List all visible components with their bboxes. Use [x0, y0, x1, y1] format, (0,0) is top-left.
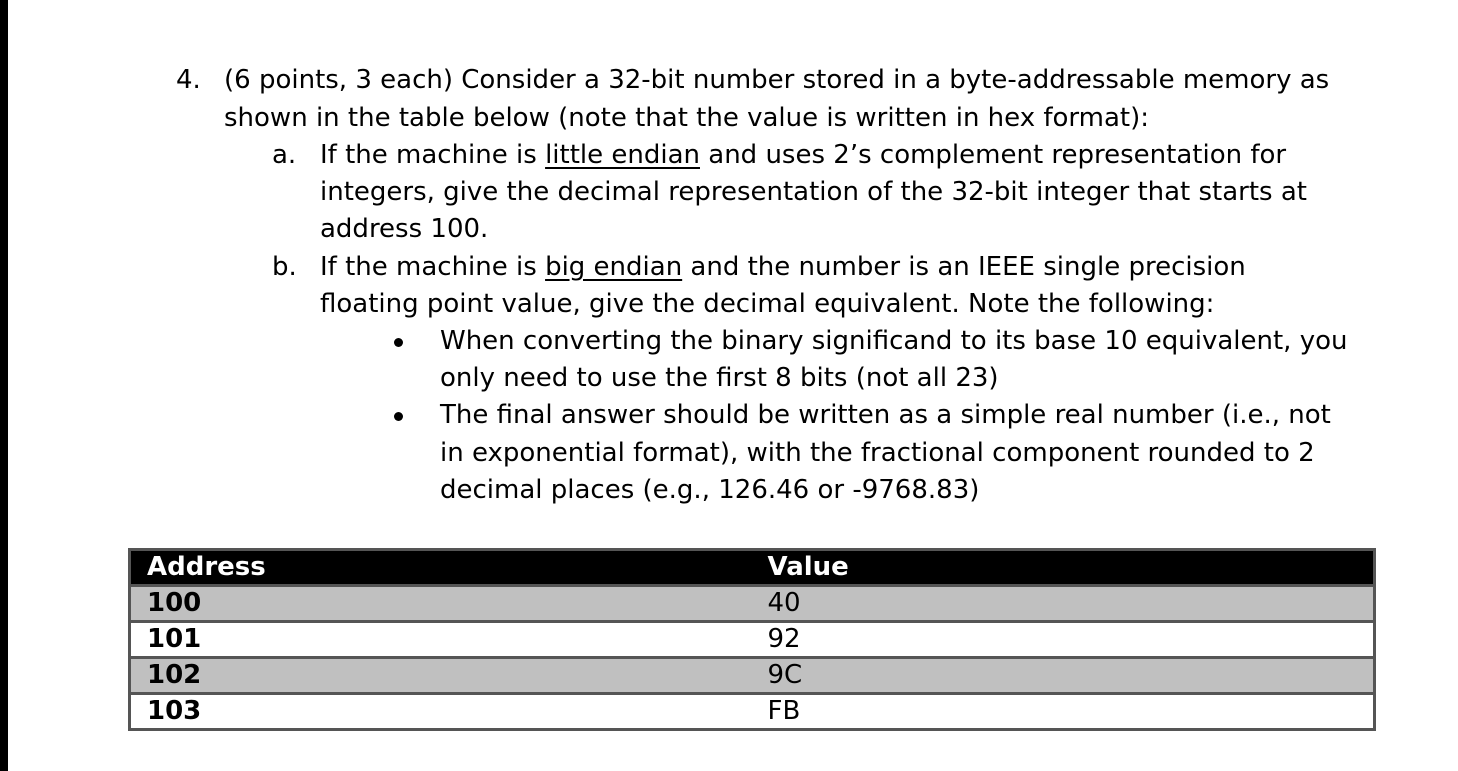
- big-endian-emphasis: big endian: [545, 252, 683, 282]
- part-a-label: a.: [272, 140, 297, 170]
- bullet-icon: [394, 412, 403, 421]
- table-row: [130, 694, 1375, 730]
- address-cell: 103: [130, 694, 752, 730]
- question-text-line-1: (6 points, 3 each) Consider a 32-bit number stored in a byte-addressable memory as: [224, 65, 1330, 95]
- column-header-value: Value: [752, 550, 1375, 586]
- value-cell: 92: [752, 622, 1375, 658]
- part-a-line-1: [320, 137, 1286, 174]
- address-cell: 102: [130, 658, 752, 694]
- memory-table: [128, 548, 1376, 731]
- part-b-text-pre: If the machine is: [320, 252, 546, 282]
- part-b-text-post: and the number is an IEEE single precision: [682, 252, 1246, 282]
- part-a-text-post: and uses 2’s complement representation for: [700, 140, 1287, 170]
- part-a-line-2: integers, give the decimal representation of the 32-bit integer that starts at: [320, 177, 1307, 207]
- table-row: [130, 658, 1375, 694]
- bullet-1-line-1: When converting the binary significand to its base 10 equivalent, you: [440, 326, 1348, 356]
- part-b-line-2: floating point value, give the decimal equivalent. Note the following:: [320, 289, 1215, 319]
- value-cell: FB: [752, 694, 1375, 730]
- address-cell: 100: [130, 586, 752, 622]
- part-a-line-3: address 100.: [320, 214, 489, 244]
- column-header-address: Address: [130, 550, 752, 586]
- part-b-line-1: [320, 249, 1246, 286]
- value-cell: 40: [752, 586, 1375, 622]
- part-a-text-pre: If the machine is: [320, 140, 546, 170]
- bullet-2-line-1: The final answer should be written as a simple real number (i.e., not: [440, 400, 1331, 430]
- value-cell: 9C: [752, 658, 1375, 694]
- bullet-2-line-3: decimal places (e.g., 126.46 or -9768.83): [440, 475, 980, 505]
- little-endian-emphasis: little endian: [545, 140, 700, 170]
- part-b-label: b.: [272, 252, 297, 282]
- question-number: 4.: [176, 65, 201, 95]
- table-row: [130, 622, 1375, 658]
- bullet-icon: [394, 338, 403, 347]
- table-row: [130, 586, 1375, 622]
- question-text-line-2: shown in the table below (note that the value is written in hex format):: [224, 103, 1150, 133]
- bullet-2-line-2: in exponential format), with the fractional component rounded to 2: [440, 438, 1315, 468]
- left-border-rule: [0, 0, 8, 771]
- table-header-row: [130, 550, 1375, 586]
- bullet-1-line-2: only need to use the first 8 bits (not all 23): [440, 363, 999, 393]
- address-cell: 101: [130, 622, 752, 658]
